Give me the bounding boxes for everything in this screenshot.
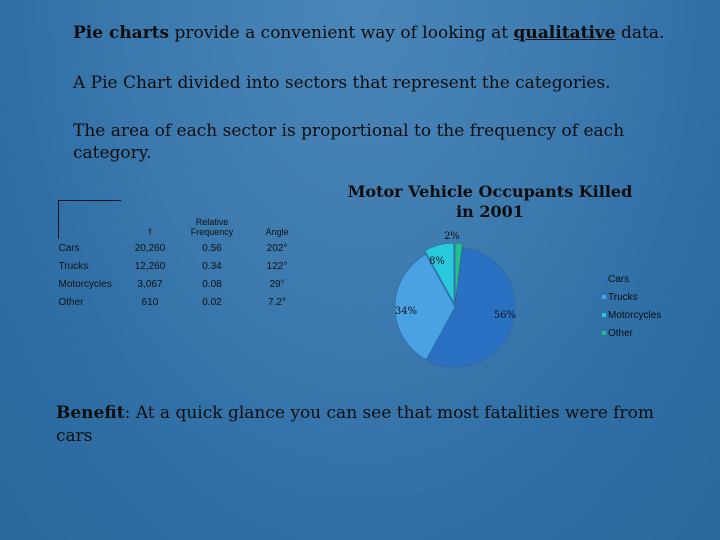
legend-item — [602, 292, 638, 303]
intro-line-3: The area of each sector is proportional to the frequency of each category. — [73, 121, 625, 163]
table-cell-angle: 7.2° — [268, 296, 286, 308]
intro-line-1-middle: provide a convenient way of looking at — [169, 23, 514, 43]
table-cell-category: Other — [58, 296, 84, 308]
benefit-term: Benefit — [56, 403, 125, 423]
benefit-rest: : At a quick glance you can see that most fatalities were from cars — [56, 403, 654, 446]
table-cell-angle: 202° — [266, 242, 288, 254]
table-cell-category: Cars — [58, 242, 80, 254]
pie-data-label: 34% — [394, 306, 418, 317]
legend-swatch — [602, 295, 606, 299]
pie-data-label: 56% — [493, 310, 517, 321]
table-header-angle: Angle — [265, 227, 289, 237]
chart-title: Motor Vehicle Occupants Killed in 2001 — [347, 182, 633, 221]
legend-item — [602, 328, 633, 339]
pie-charts-term: Pie charts — [73, 23, 170, 43]
legend-swatch — [602, 313, 606, 317]
table-cell-category: Trucks — [58, 260, 89, 272]
pie-data-label: 8% — [429, 256, 445, 267]
table-header-relative-frequency: Relative Frequency — [190, 217, 234, 237]
legend-label: Trucks — [608, 292, 638, 303]
benefit-text — [56, 402, 666, 448]
table-cell-f: 12,260 — [134, 260, 166, 272]
table-cell-relative-frequency: 0.56 — [202, 242, 222, 254]
intro-line-2: A Pie Chart divided into sectors that represent the categories. — [73, 73, 611, 93]
legend-swatch — [602, 277, 606, 281]
table-header-f: f — [148, 227, 152, 237]
pie-data-label: 2% — [444, 231, 460, 242]
legend-label: Other — [608, 328, 634, 339]
intro-line-1-end: data. — [615, 23, 665, 43]
table-cell-f: 3,067 — [137, 278, 163, 290]
table-cell-angle: 122° — [266, 260, 288, 272]
legend-label: Cars — [608, 274, 630, 285]
table-cell-f: 610 — [141, 296, 159, 308]
qualitative-term: qualitative — [513, 23, 616, 43]
table-cell-relative-frequency: 0.08 — [202, 278, 222, 290]
legend-item — [602, 274, 629, 285]
legend-item — [602, 310, 661, 321]
legend-swatch — [602, 331, 606, 335]
table-cell-relative-frequency: 0.02 — [202, 296, 222, 308]
legend-label: Motorcycles — [608, 310, 662, 321]
table-cell-f: 20,260 — [134, 242, 166, 254]
table-cell-category: Motorcycles — [58, 278, 112, 290]
table-cell-relative-frequency: 0.34 — [202, 260, 222, 272]
table-cell-angle: 29° — [269, 278, 285, 290]
